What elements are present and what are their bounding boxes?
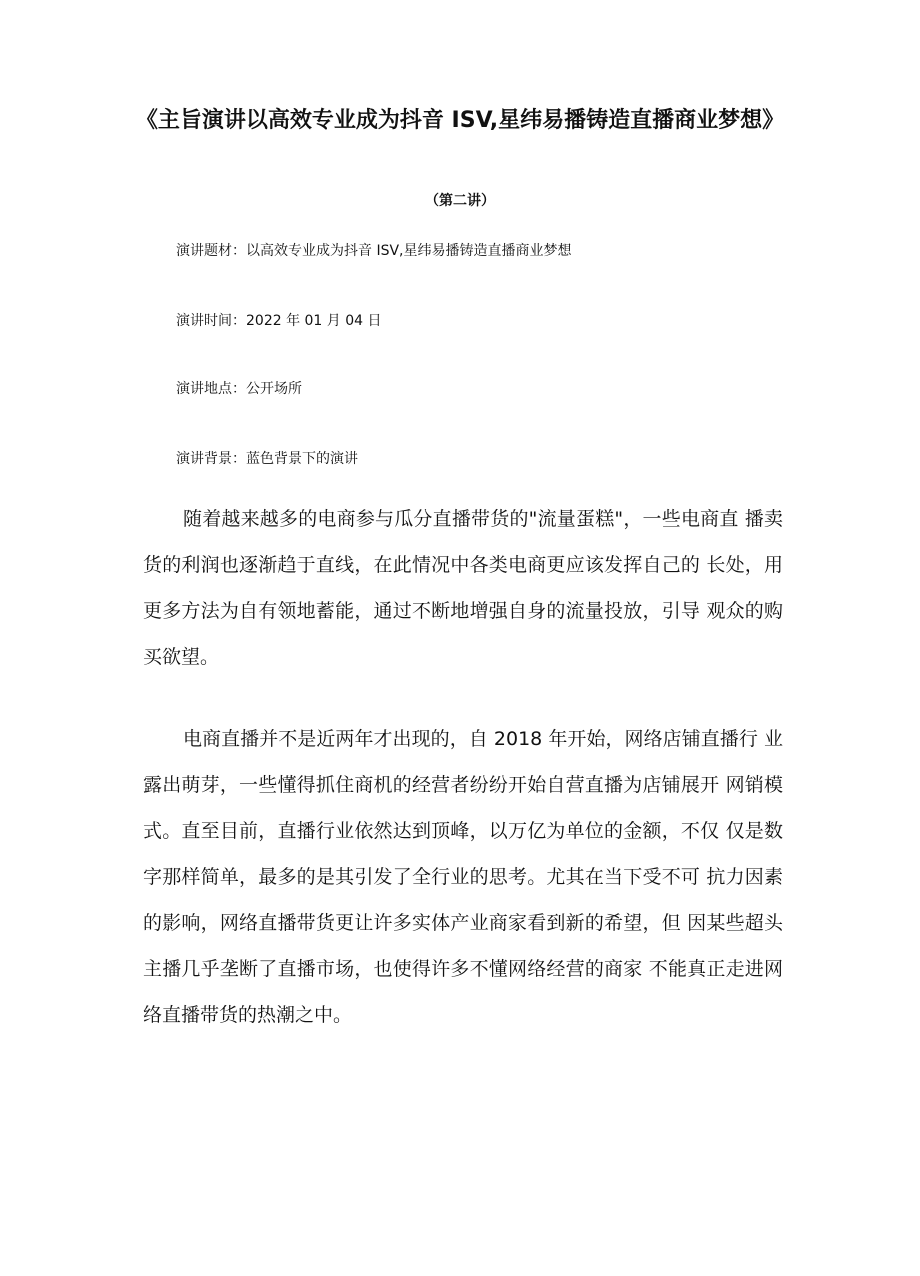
lecture-number: （第二讲）: [425, 193, 495, 209]
speech-place: 演讲地点：公开场所: [176, 381, 302, 397]
speech-time: 演讲时间：2022 年 01 月 04 日: [176, 313, 382, 329]
body-paragraph-2: 电商直播并不是近两年才出现的，自 2018 年开始，网络店铺直播行 业露出萌芽，一些懂得抓住商机的经营者纷纷开始自营直播为店铺展开 网销模式。直至目前，直播行业依然达到顶峰，以万亿为单位的金额，不仅 仅是数字那样简单，最多的是其引发了全行业的思考。尤其在当下受不可 抗力因素的影响，网络直播带货更让许多实体产业商家看到新的希望，但 因某些超头主播几乎垄断了直播市场，也使得许多不懂网络经营的商家 不能真正走进网络直播带货的热潮之中。: [143, 728, 783, 1026]
speech-background: 演讲背景：蓝色背景下的演讲: [176, 451, 358, 467]
speech-topic: 演讲题材：以高效专业成为抖音 ISV,星纬易播铸造直播商业梦想: [176, 243, 572, 259]
document-title: 《主旨演讲以高效专业成为抖音 ISV,星纬易播铸造直播商业梦想》: [135, 108, 785, 133]
body-paragraph-1: 随着越来越多的电商参与瓜分直播带货的"流量蛋糕"，一些电商直 播卖货的利润也逐渐趋于直线，在此情况中各类电商更应该发挥自己的 长处，用更多方法为自有领地蓄能，通过不断地增强自身的流量投放，引导 观众的购买欲望。: [143, 508, 783, 668]
